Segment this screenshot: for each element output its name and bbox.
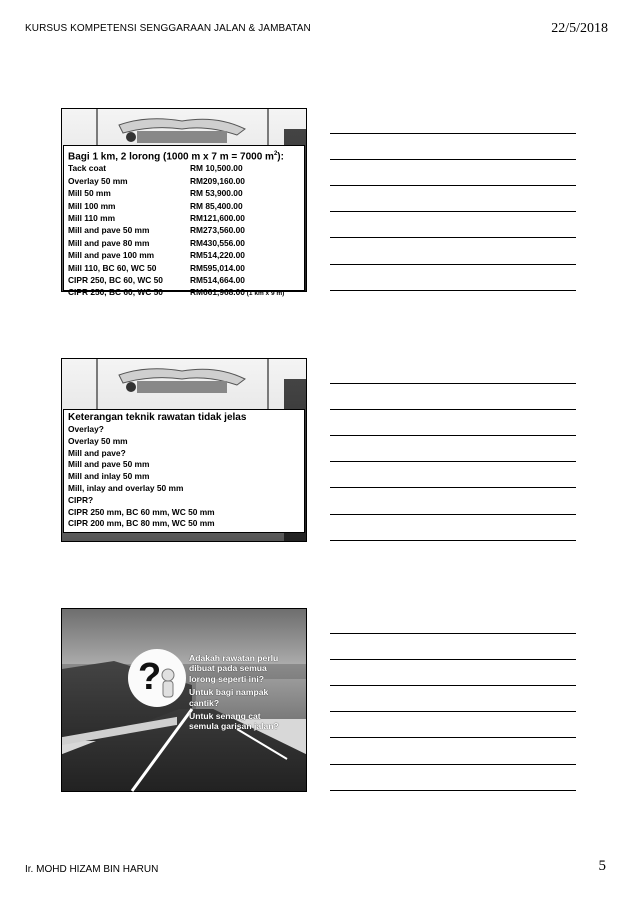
treatment-name: Mill and pave 50 mm bbox=[68, 225, 150, 236]
technique-textbox bbox=[63, 409, 305, 533]
technique-line: Mill and pave 50 mm bbox=[68, 459, 150, 470]
technique-line: CIPR? bbox=[68, 494, 94, 505]
treatment-name: Mill and pave 80 mm bbox=[68, 237, 150, 248]
treatment-cost: RM 85,400.00 bbox=[190, 200, 243, 211]
treatment-cost: RM430,556.00 bbox=[190, 237, 245, 248]
treatment-cost: RM514,220.00 bbox=[190, 250, 245, 261]
treatment-cost: RM 10,500.00 bbox=[190, 163, 243, 174]
treatment-cost: RM209,160.00 bbox=[190, 175, 245, 186]
treatment-name: Mill 110 mm bbox=[68, 212, 116, 223]
treatment-cost: RM661,968.00 (1 km x 9 m) bbox=[190, 287, 285, 298]
paver-machine-icon bbox=[117, 115, 247, 143]
cost-row bbox=[68, 188, 300, 200]
cost-row bbox=[68, 213, 300, 225]
page-number: 5 bbox=[598, 858, 606, 874]
cost-textbox bbox=[63, 145, 305, 298]
technique-line: CIPR 250 mm, BC 60 mm, WC 50 mm bbox=[68, 506, 215, 517]
technique-title: Keterangan teknik rawatan tidak jelas bbox=[68, 412, 247, 423]
treatment-cost: RM273,560.00 bbox=[190, 225, 245, 236]
question-bubble bbox=[128, 649, 186, 707]
paver-machine-icon bbox=[117, 365, 247, 393]
treatment-cost: RM595,014.00 bbox=[190, 262, 245, 273]
treatment-name: Mill 100 mm bbox=[68, 200, 116, 211]
slide-3-questions bbox=[61, 608, 307, 792]
technique-line: CIPR 200 mm, BC 80 mm, WC 50 mm bbox=[68, 518, 215, 529]
slide-2-technique-notes bbox=[61, 358, 307, 542]
technique-line: Mill and pave? bbox=[68, 447, 126, 458]
treatment-name: CIPR 250, BC 60, WC 50 bbox=[68, 274, 163, 285]
slide-1-cost-table bbox=[61, 108, 307, 298]
treatment-cost: RM121,600.00 bbox=[190, 212, 245, 223]
cost-title: Bagi 1 km, 2 lorong (1000 m x 7 m = 7000 $m^2$): bbox=[68, 151, 284, 163]
notes-lines-1 bbox=[330, 108, 576, 291]
cost-row bbox=[68, 250, 300, 262]
pole-2 bbox=[267, 359, 269, 409]
treatment-name: Mill 50 mm bbox=[68, 188, 111, 199]
cost-note: (1 km x 9 m) bbox=[244, 290, 285, 298]
treatment-name: Mill and pave 100 mm bbox=[68, 250, 155, 261]
technique-line: Overlay 50 mm bbox=[68, 435, 128, 446]
notes-lines-2 bbox=[330, 358, 576, 541]
technique-line: Mill, inlay and overlay 50 mm bbox=[68, 482, 184, 493]
header-title: KURSUS KOMPETENSI SENGGARAAN JALAN & JAMBATAN bbox=[25, 23, 311, 34]
questions-text bbox=[189, 653, 284, 735]
pole-1 bbox=[96, 359, 98, 409]
treatment-name: Tack coat bbox=[68, 163, 107, 174]
cost-row bbox=[68, 275, 300, 287]
svg-text:?: ? bbox=[138, 656, 162, 698]
treatment-cost: RM514,664.00 bbox=[190, 274, 245, 285]
cost-row bbox=[68, 225, 300, 237]
cost-row bbox=[68, 287, 300, 299]
header-date: 22/5/2018 bbox=[551, 21, 608, 36]
treatment-name: Overlay 50 mm bbox=[68, 175, 128, 186]
question-line: Untuk bagi nampak cantik? bbox=[189, 687, 269, 708]
technique-line: Overlay? bbox=[68, 424, 104, 434]
footer-author: Ir. MOHD HIZAM BIN HARUN bbox=[25, 864, 159, 875]
technique-line: Mill and inlay 50 mm bbox=[68, 471, 150, 482]
treatment-name: Mill 110, BC 60, WC 50 bbox=[68, 262, 157, 273]
cost-row bbox=[68, 176, 300, 188]
treatment-cost: RM 53,900.00 bbox=[190, 188, 243, 199]
treatment-name: CIPR 250, BC 60, WC 50 bbox=[68, 287, 163, 298]
cost-row bbox=[68, 238, 300, 250]
question-line: Adakah rawatan perlu dibuat pada semua lorong seperti ini? bbox=[189, 653, 279, 684]
cost-row bbox=[68, 263, 300, 275]
cost-row bbox=[68, 163, 300, 175]
question-line: Untuk senang cat semula garisan jalan? bbox=[189, 711, 279, 732]
question-mark-person-icon bbox=[128, 649, 186, 707]
notes-lines-3 bbox=[330, 608, 576, 791]
cost-row bbox=[68, 201, 300, 213]
